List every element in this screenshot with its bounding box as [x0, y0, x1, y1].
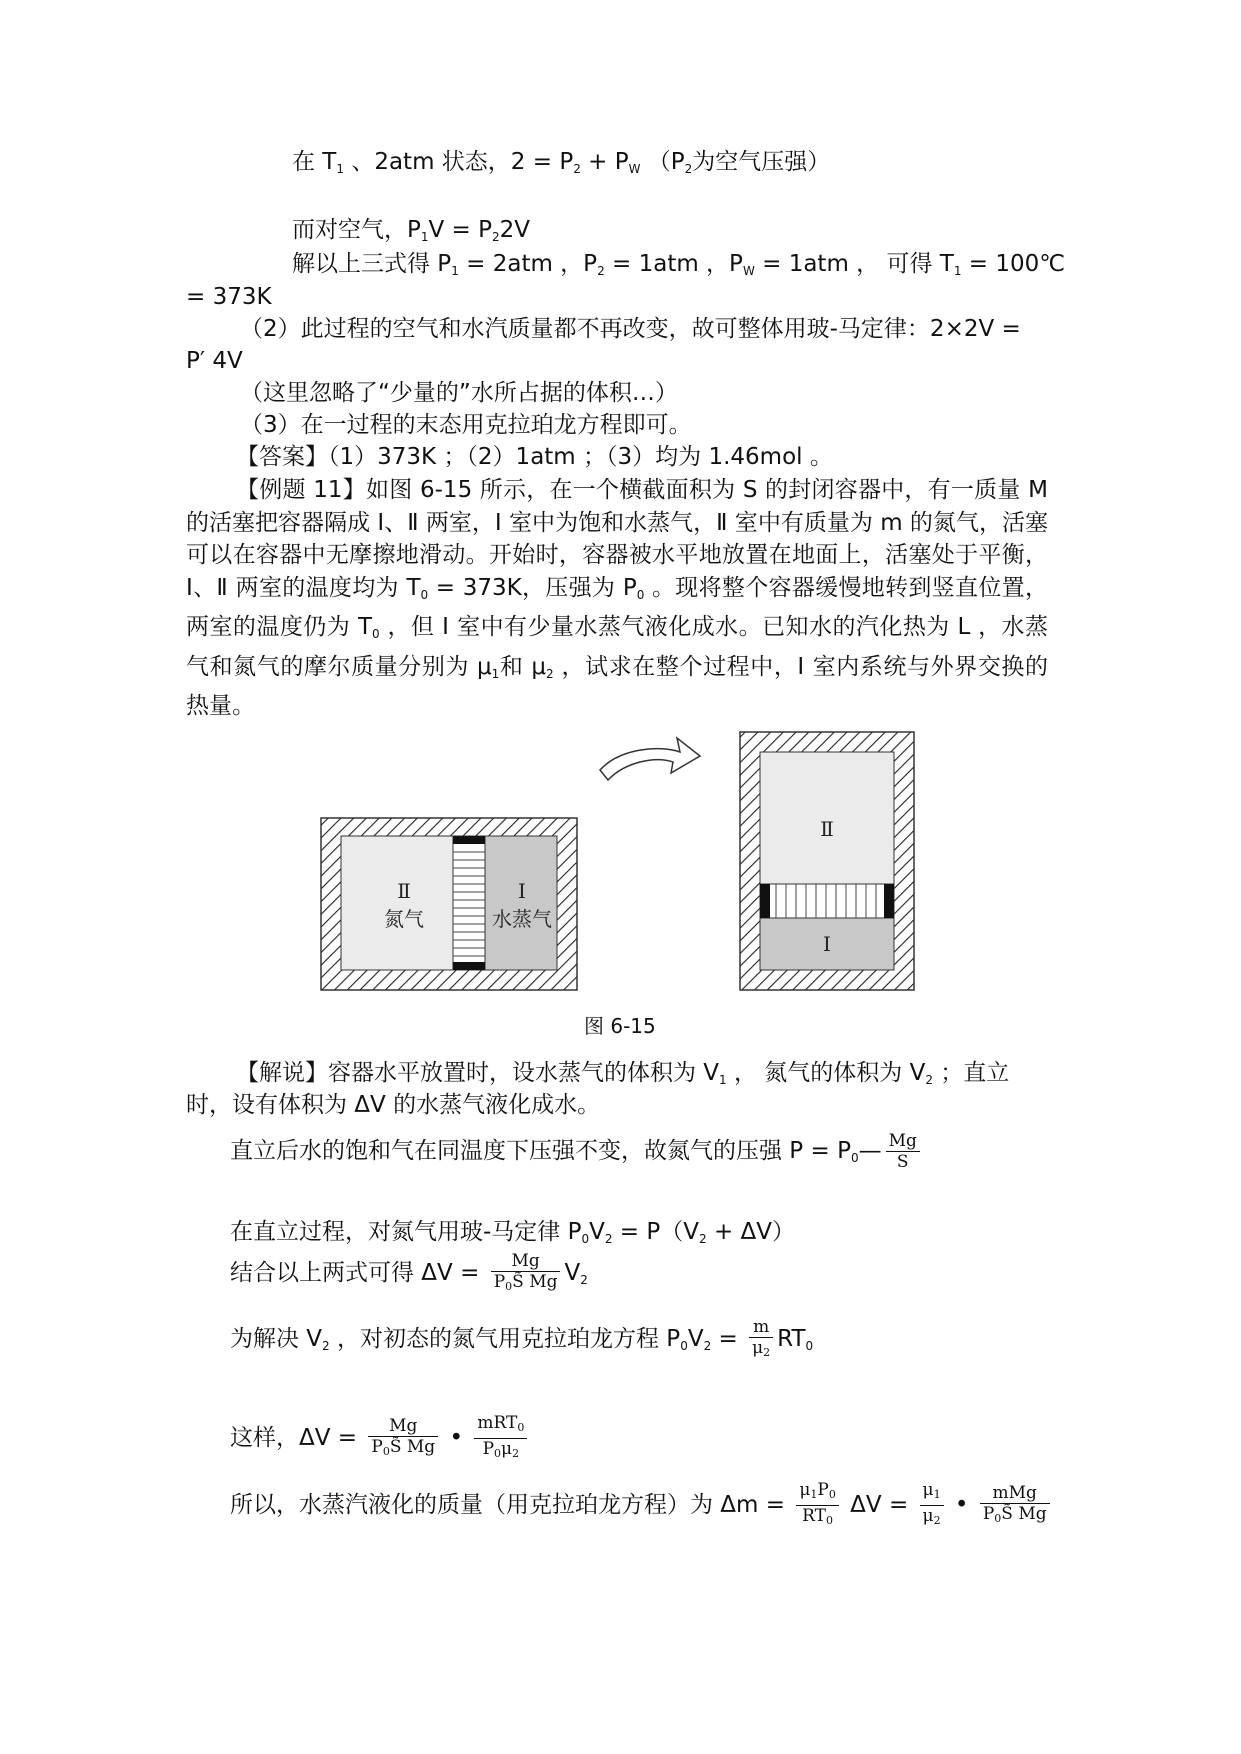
upright-container	[740, 732, 914, 990]
fraction-mrt-term: $\frac{mRT_0}{P_0\mu_2}$	[474, 1413, 527, 1464]
figure-6-15	[0, 720, 1241, 1020]
problem-paragraph: 【例题 11】如图 6-15 所示，在一个横截面积为 S 的封闭容器中，有一质量 M 的活塞把容器隔成 Ⅰ、Ⅱ 两室，Ⅰ 室中为饱和水蒸气，Ⅱ 室中有质量为 m 的氮气，活塞可以在容器中无摩擦地滑动。开始时，容器被水平地放置在地面上，活塞处于平衡，Ⅰ、Ⅱ 两室的温度均为 $T_0 = 373K$，压强为 $P_0$ 。现将整个容器缓慢地转到竖直位置，两室的温度仍为 $T_0$ ，但 Ⅰ 室中有少量水蒸气液化成水。已知水的汽化热为 L ，水蒸气和氮气的摩尔质量分别为 $\mu_1$和 $\mu_2$ ，试求在整个过程中，Ⅰ 室内系统与外界交换的热量。	[186, 477, 1049, 719]
upright-bottom-roman: Ⅰ	[823, 932, 831, 956]
text-line-3: 解以上三式得 $P_1 = 2atm$ ，$P_2 = 1atm$ ，$P_W = 1atm$ ， 可得 $T_1$ = 100℃	[292, 251, 1066, 278]
upright-piston	[760, 884, 894, 918]
rotation-arrow-icon	[600, 738, 700, 780]
fraction-m-over-mu2: $\frac{m}{\mu_2}$	[749, 1317, 773, 1363]
text-line-1: 在 $T_1$ 、2atm 状态，$2 = P_2 + P_W$ （$P_2$为空气压强）	[292, 149, 831, 176]
figure-caption: 图 6-15	[584, 1014, 656, 1038]
upright-top-roman: Ⅱ	[820, 817, 834, 841]
right-chamber-roman: Ⅰ	[518, 879, 526, 903]
solution-line-4: 在直立过程，对氮气用玻-马定律 $P_0V_2 = P(V_2 + \Delta V)$	[230, 1219, 796, 1246]
fraction-mg-term: $\frac{Mg}{P_0S̃ Mg}$	[368, 1416, 438, 1462]
left-chamber-label: 氮气	[384, 907, 424, 931]
fraction-delta-v: $\frac{Mg}{P_0S̃ Mg}$	[491, 1251, 561, 1297]
text-line-2: 而对空气，$P_1V = P_22V$	[292, 217, 531, 244]
text-line-8: （3）在一过程的末态用克拉珀龙方程即可。	[240, 412, 692, 438]
horizontal-piston	[453, 836, 485, 970]
fraction-mu1-over-mu2: $\frac{\mu_1}{\mu_2}$	[920, 1480, 944, 1531]
left-chamber-roman: Ⅱ	[397, 879, 411, 903]
solution-line-3: 直立后水的饱和气在同温度下压强不变，故氮气的压强 $P = P_0—$ $\frac{Mg}{S}$	[230, 1128, 924, 1181]
text-line-5: （2）此过程的空气和水汽质量都不再改变，故可整体用玻-马定律：2×2V =	[240, 316, 1021, 342]
solution-line-6: 为解决 $V_2$ ，对初态的氮气用克拉珀龙方程 $P_0V_2$ = $\frac{m}{\mu_2}$ $RT_0$	[230, 1316, 813, 1369]
fraction-mg-over-s: $\frac{Mg}{S}$	[886, 1131, 920, 1172]
text-line-9: 【答案】（1）373K ；（2）1atm ；（3）均为 1.46mol 。	[236, 444, 833, 470]
solution-line-7: 这样，ΔV = $\frac{Mg}{P_0S̃ Mg}$ • $\frac{mRT_0}{P_0\mu_2}$	[230, 1413, 531, 1464]
text-line-7: （这里忽略了“少量的”水所占据的体积…）	[240, 380, 678, 406]
solution-line-8: 所以，水蒸汽液化的质量（用克拉珀龙方程）为 Δm = $\frac{\mu_1P_0}{RT_0}$ ΔV = $\frac{\mu_1}{\mu_2}$ • $\frac{\text{mMg}}{P_0S̃ Mg}$	[230, 1480, 1054, 1531]
solution-line-1: 【解说】容器水平放置时，设水蒸气的体积为 $V_1$ ， 氮气的体积为 $V_2$ ；直立	[236, 1060, 1010, 1087]
solution-line-5: 结合以上两式可得 ΔV = $\frac{Mg}{P_0S̃ Mg}$ $V_2$	[230, 1250, 588, 1303]
fraction-mmg-term: $\frac{\text{mMg}}{P_0S̃ Mg}$	[980, 1483, 1050, 1529]
horizontal-container	[321, 818, 577, 990]
right-chamber-label: 水蒸气	[492, 907, 552, 931]
fraction-mu1p0-over-rt0: $\frac{\mu_1P_0}{RT_0}$	[796, 1480, 839, 1531]
text-line-6: P′ 4V	[186, 348, 243, 374]
solution-line-2: 时，设有体积为 ΔV 的水蒸气液化成水。	[186, 1092, 601, 1118]
text-line-4: = 373K	[186, 284, 272, 310]
